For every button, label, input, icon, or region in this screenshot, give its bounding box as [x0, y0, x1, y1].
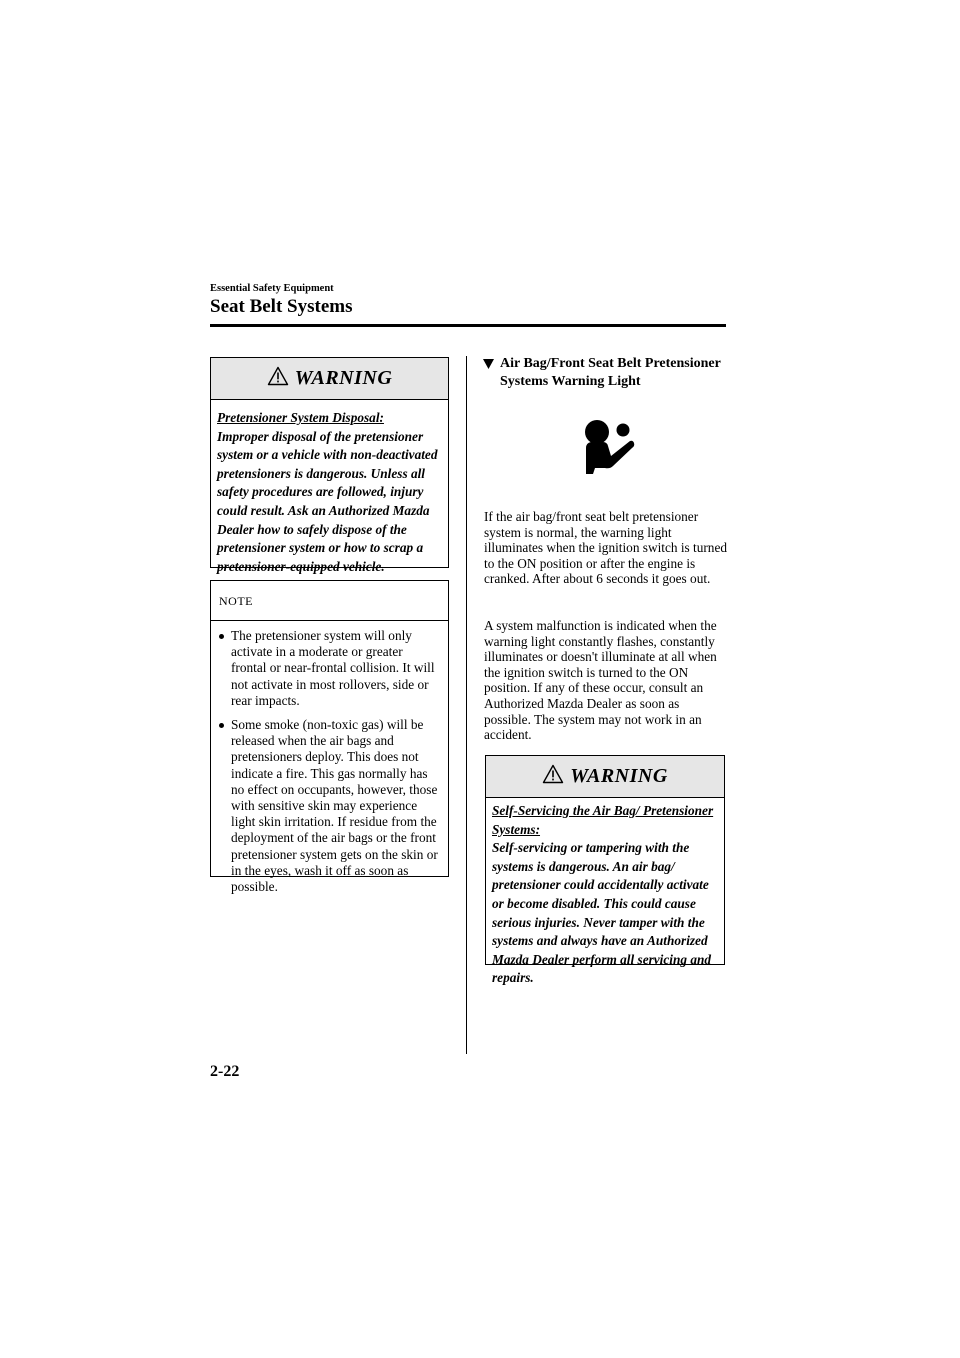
warning-triangle-icon [267, 366, 289, 386]
page-title: Seat Belt Systems [210, 296, 353, 317]
paragraph: A system malfunction is indicated when the warning light constantly flashes, constantly illuminates or doesn't illuminate at all when the ignition switch is turned to the ON position. If any of these occur, consult an Authorized Mazda Dealer as soon as possible. The system may not work in an accident. [484, 618, 717, 743]
heading-triangle-icon [483, 359, 494, 369]
warning-label: WARNING [294, 367, 393, 389]
warning-subtitle: Self-Servicing the Air Bag/ Pretensioner Systems: [492, 803, 714, 837]
warning-text: Self-servicing or tampering with the systems is dangerous. An air bag/ pretensioner could accidentally activate or become disabled. This could cause serious injuries. Never tamper with the systems and always have an Authorized Mazda Dealer perform all servicing and repairs. [492, 840, 712, 986]
note-list [211, 621, 448, 895]
warning-box-disposal [210, 357, 449, 574]
bullet-icon [219, 634, 224, 639]
section-heading: Air Bag/Front Seat Belt Pretensioner Systems Warning Light [484, 355, 734, 391]
warning-text: Improper disposal of the pretensioner system or a vehicle with non-deactivated pretensioners is dangerous. Unless all safety procedures are followed, injury could result. Ask an Authorized Mazda Dealer how to safely dispose of the pretensioner system or how to scrap a pretensioner-equipped vehicle. [217, 428, 438, 574]
warning-box-self-servicing [485, 755, 725, 986]
warning-body [211, 400, 448, 576]
warning-body [486, 798, 724, 988]
warning-header [486, 756, 724, 798]
page-number: 2-22 [210, 1063, 240, 1080]
note-item: The pretensioner system will only activate in a moderate or greater frontal or near-frontal collision. It will not activate in most rollovers, side or rear impacts. [219, 628, 440, 709]
warning-label: WARNING [570, 765, 668, 787]
column-divider [466, 356, 467, 1054]
title-rule [210, 324, 726, 327]
airbag-warning-icon [583, 418, 635, 474]
note-label: NOTE [219, 594, 253, 608]
note-box [210, 580, 449, 895]
note-item: Some smoke (non-toxic gas) will be released when the air bags and pretensioners deploy. This does not indicate a fire. This gas normally has no effect on occupants, however, those with sensitive skin may experience light skin irritation. If residue from the deployment of the air bags or the front pretensioner system gets on the skin or in the eyes, wash it off as soon as possible. [219, 717, 440, 895]
section-label: Essential Safety Equipment [210, 283, 334, 294]
bullet-icon [219, 723, 224, 728]
warning-header [211, 358, 448, 400]
paragraph: If the air bag/front seat belt pretensioner system is normal, the warning light illuminates when the ignition switch is turned to the ON position or after the engine is cranked. After about 6 seconds it goes out. [484, 509, 728, 587]
warning-triangle-icon [542, 764, 564, 784]
warning-subtitle: Pretensioner System Disposal: [217, 410, 384, 425]
